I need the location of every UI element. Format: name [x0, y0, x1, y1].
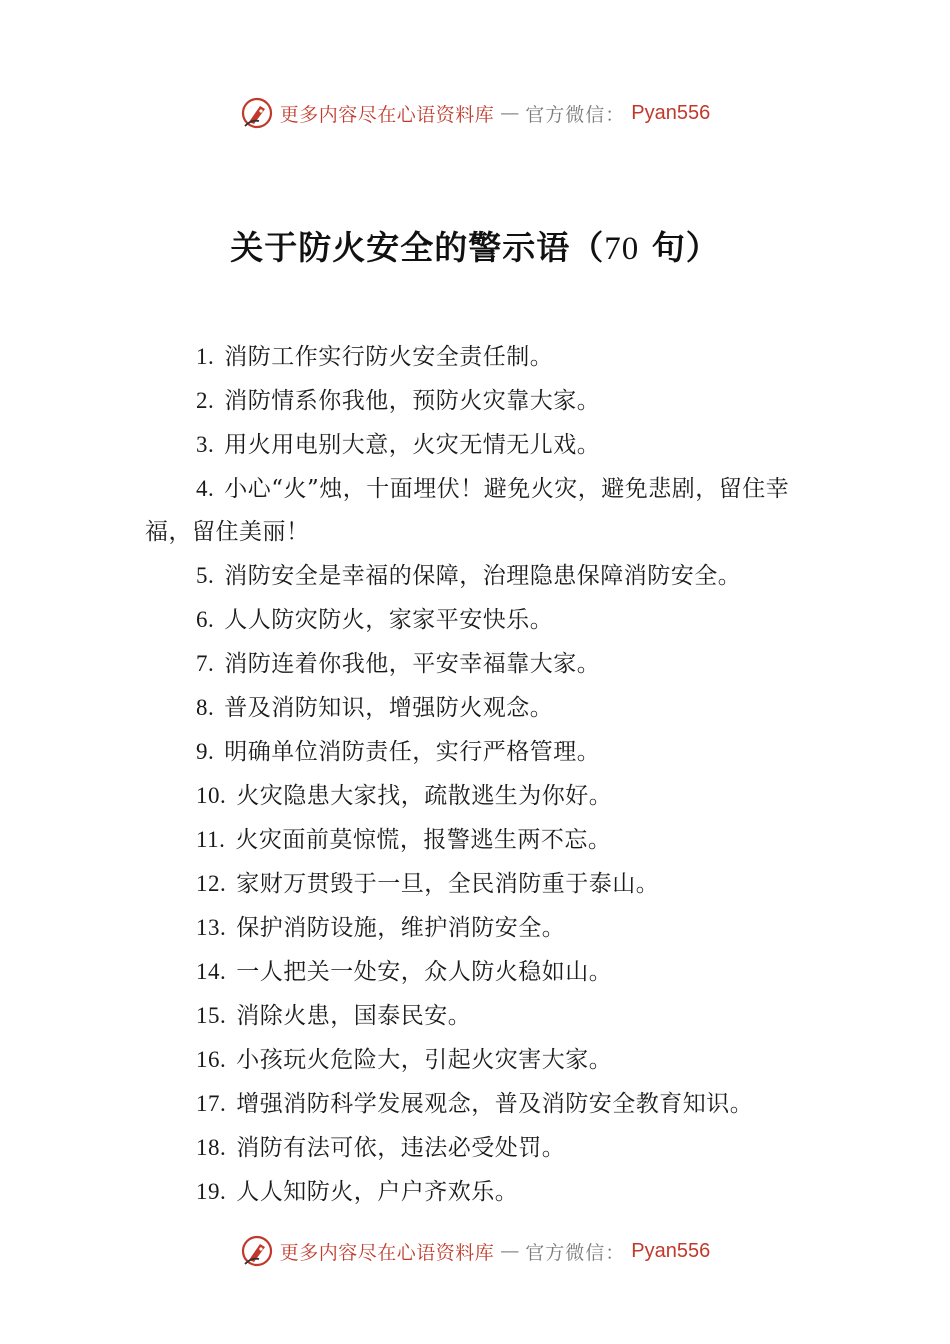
- list-item: [145, 1170, 805, 1214]
- banner-dash: —: [500, 102, 520, 124]
- list-item-text: 小心“火”烛，十面埋伏！避免火灾，避免悲剧，留住幸福，留住美丽！: [145, 476, 790, 545]
- list-item: [145, 862, 805, 906]
- list-item-text: 普及消防知识，增强防火观念。: [224, 695, 554, 721]
- slogan-list: [145, 335, 805, 1214]
- list-item-text: 消防情系你我他，预防火灾靠大家。: [224, 388, 601, 414]
- list-item-text: 增强消防科学发展观念，普及消防安全教育知识。: [236, 1091, 754, 1117]
- list-item: [145, 335, 805, 379]
- list-item: [145, 818, 805, 862]
- title-main: 关于防火安全的警示语（: [230, 228, 605, 267]
- title-count: 70: [604, 231, 640, 267]
- list-item-number: 16.: [196, 1047, 227, 1072]
- list-item-number: 10.: [196, 783, 227, 808]
- list-item-text: 明确单位消防责任，实行严格管理。: [224, 739, 601, 765]
- list-item-number: 1.: [196, 344, 215, 369]
- list-item-number: 13.: [196, 915, 227, 940]
- banner-dash: —: [500, 1240, 520, 1262]
- banner-wechat-handle: Pyan556: [631, 1239, 711, 1262]
- list-item-text: 一人把关一处安，众人防火稳如山。: [236, 959, 613, 985]
- list-item-number: 4.: [196, 476, 215, 501]
- list-item-text: 消防连着你我他，平安幸福靠大家。: [224, 651, 601, 677]
- list-item-number: 7.: [196, 651, 215, 676]
- document-title: [0, 222, 950, 269]
- banner-promo-text: 更多内容尽在心语资料库: [279, 103, 495, 126]
- list-item-number: 2.: [196, 388, 215, 413]
- list-item: [145, 598, 805, 642]
- list-item: [145, 994, 805, 1038]
- list-item: [145, 1126, 805, 1170]
- list-item-text: 用火用电别大意，火灾无情无儿戏。: [224, 432, 601, 458]
- list-item-number: 5.: [196, 563, 215, 588]
- list-item: [145, 950, 805, 994]
- list-item-text: 消防有法可依，违法必受处罚。: [236, 1135, 566, 1161]
- list-item-text: 保护消防设施，维护消防安全。: [236, 915, 566, 941]
- list-item: [145, 642, 805, 686]
- list-item-text: 火灾隐患大家找，疏散逃生为你好。: [236, 783, 613, 809]
- list-item-text: 人人防灾防火，家家平安快乐。: [224, 607, 554, 633]
- list-item-number: 9.: [196, 739, 215, 764]
- list-item: [145, 467, 805, 554]
- list-item-number: 12.: [196, 871, 227, 896]
- list-item-number: 6.: [196, 607, 215, 632]
- list-item: [145, 1082, 805, 1126]
- list-item-number: 18.: [196, 1135, 227, 1160]
- list-item-number: 8.: [196, 695, 215, 720]
- list-item: [145, 686, 805, 730]
- pen-nib-logo-icon: [240, 1234, 274, 1268]
- list-item: [145, 379, 805, 423]
- list-item: [145, 423, 805, 467]
- list-item-number: 14.: [196, 959, 227, 984]
- list-item-text: 火灾面前莫惊慌，报警逃生两不忘。: [235, 827, 612, 853]
- list-item: [145, 906, 805, 950]
- list-item-number: 17.: [196, 1091, 227, 1116]
- list-item: [145, 730, 805, 774]
- list-item-number: 3.: [196, 432, 215, 457]
- list-item-text: 消除火患，国泰民安。: [236, 1003, 472, 1029]
- banner-wechat-label: 官方微信：: [525, 1241, 626, 1264]
- banner-wechat-label: 官方微信：: [525, 103, 626, 126]
- list-item: [145, 1038, 805, 1082]
- footer-banner: [0, 1234, 950, 1268]
- pen-nib-logo-icon: [240, 96, 274, 130]
- list-item: [145, 554, 805, 598]
- list-item-number: 15.: [196, 1003, 227, 1028]
- header-banner: [0, 96, 950, 130]
- list-item-text: 消防安全是幸福的保障，治理隐患保障消防安全。: [224, 563, 742, 589]
- title-end: 句）: [639, 228, 720, 267]
- list-item-text: 消防工作实行防火安全责任制。: [224, 344, 554, 370]
- list-item-text: 小孩玩火危险大，引起火灾害大家。: [236, 1047, 613, 1073]
- list-item-text: 人人知防火，户户齐欢乐。: [236, 1179, 519, 1205]
- list-item-text: 家财万贯毁于一旦，全民消防重于泰山。: [236, 871, 660, 897]
- list-item-number: 11.: [196, 827, 226, 852]
- list-item-number: 19.: [196, 1179, 227, 1204]
- banner-promo-text: 更多内容尽在心语资料库: [279, 1241, 495, 1264]
- list-item: [145, 774, 805, 818]
- banner-wechat-handle: Pyan556: [631, 101, 711, 124]
